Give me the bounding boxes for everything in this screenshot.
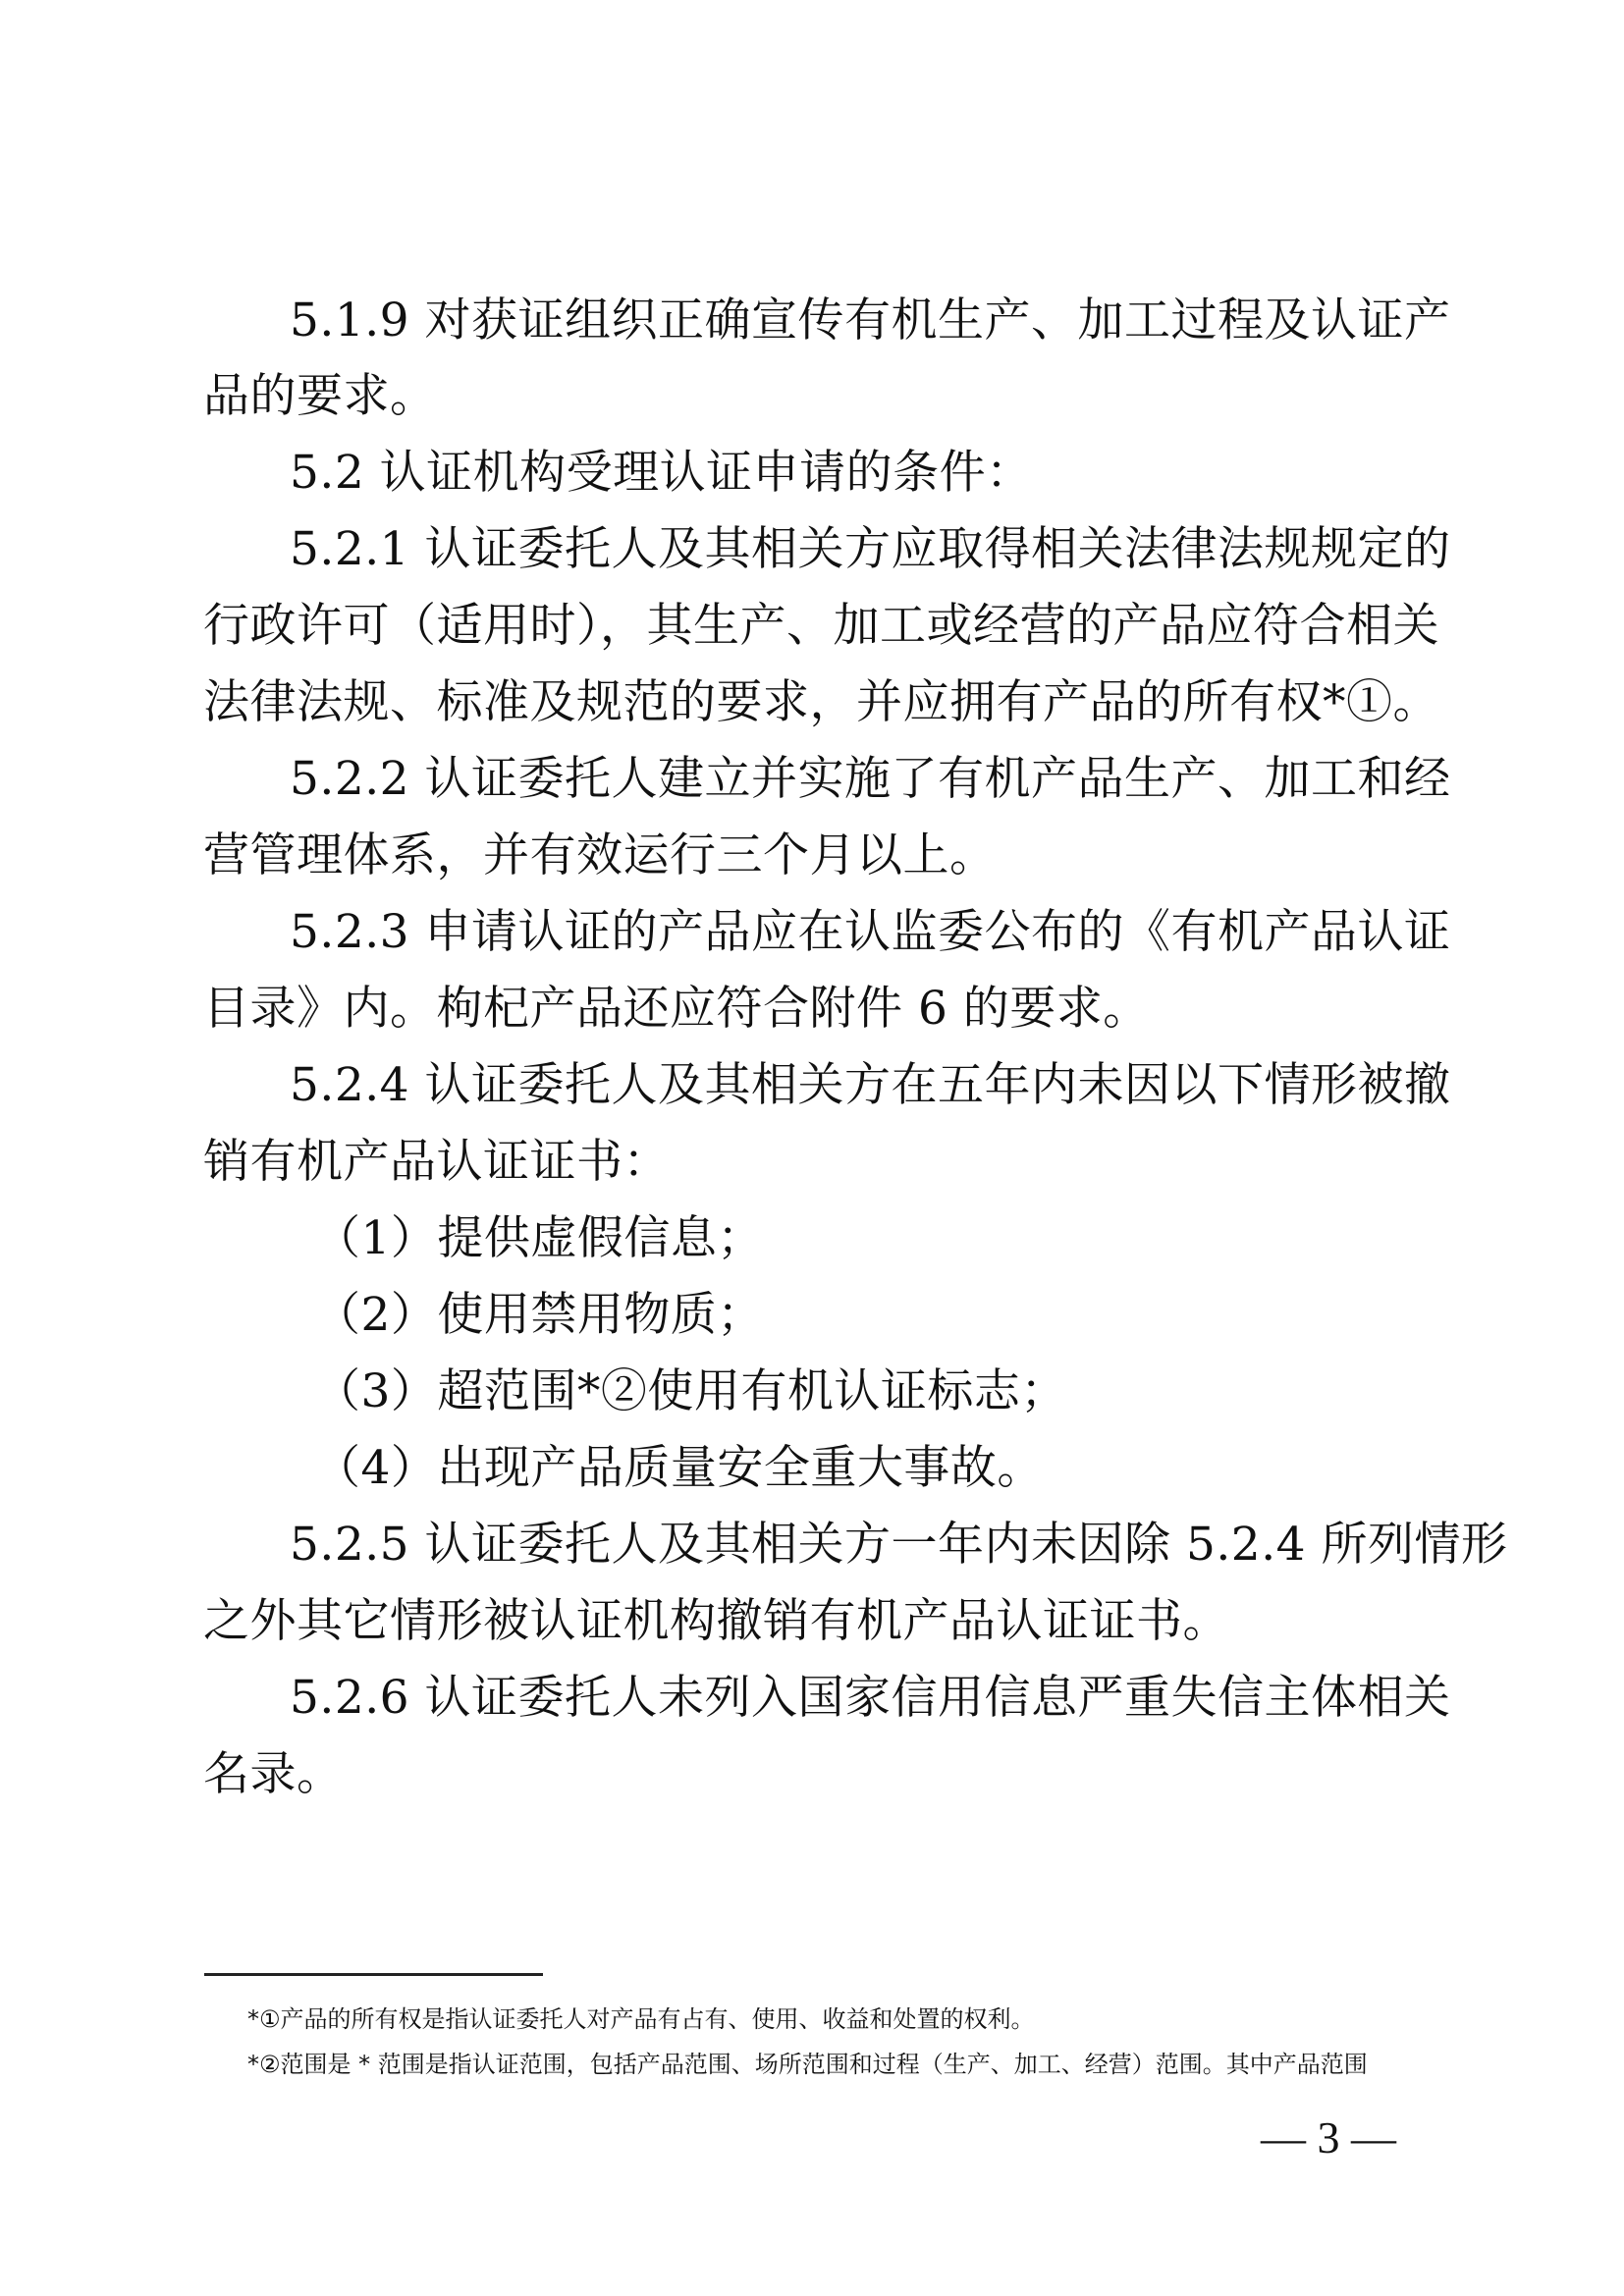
paragraph-5-2-1-line-3: 法律法规、标准及规范的要求，并应拥有产品的所有权*①。 [203, 675, 1439, 729]
paragraph-5-2-1-line-2: 行政许可（适用时），其生产、加工或经营的产品应符合相关 [203, 599, 1439, 653]
list-item-1: （1）提供虚假信息； [314, 1211, 764, 1265]
paragraph-5-2-6-line-2: 名录。 [203, 1747, 344, 1801]
footnote-divider [204, 1973, 543, 1976]
paragraph-5-2-4-line-1: 5.2.4 认证委托人及其相关方在五年内未因以下情形被撤 [290, 1058, 1451, 1112]
page-number: — 3 — [1261, 2112, 1396, 2163]
paragraph-5-1-9-line-1: 5.1.9 对获证组织正确宣传有机生产、加工过程及认证产 [290, 294, 1451, 347]
paragraph-5-2-4-line-2: 销有机产品认证证书： [203, 1135, 670, 1189]
list-item-4: （4）出现产品质量安全重大事故。 [314, 1441, 1044, 1495]
paragraph-5-2-2-line-1: 5.2.2 认证委托人建立并实施了有机产品生产、加工和经 [290, 752, 1451, 806]
footnote-1: *①产品的所有权是指认证委托人对产品有占有、使用、收益和处置的权利。 [247, 2005, 1035, 2033]
list-item-3: （3）超范围*②使用有机认证标志； [314, 1364, 1067, 1418]
list-item-2: （2）使用禁用物质； [314, 1288, 764, 1342]
paragraph-5-2-1-line-1: 5.2.1 认证委托人及其相关方应取得相关法律法规规定的 [290, 522, 1451, 576]
footnote-2: *②范围是 * 范围是指认证范围，包括产品范围、场所范围和过程（生产、加工、经营）范围。其中产品范围 [247, 2051, 1368, 2078]
paragraph-5-2-6-line-1: 5.2.6 认证委托人未列入国家信用信息严重失信主体相关 [290, 1671, 1451, 1725]
paragraph-5-2-5-line-1: 5.2.5 认证委托人及其相关方一年内未因除 5.2.4 所列情形 [290, 1518, 1508, 1572]
paragraph-5-2-3-line-1: 5.2.3 申请认证的产品应在认监委公布的《有机产品认证 [290, 905, 1451, 959]
paragraph-5-2-5-line-2: 之外其它情形被认证机构撤销有机产品认证证书。 [203, 1594, 1229, 1648]
paragraph-5-1-9-line-2: 品的要求。 [203, 369, 437, 423]
paragraph-5-2-3-line-2: 目录》内。枸杞产品还应符合附件 6 的要求。 [203, 982, 1150, 1036]
section-5-2-heading: 5.2 认证机构受理认证申请的条件： [290, 446, 1033, 500]
paragraph-5-2-2-line-2: 营管理体系，并有效运行三个月以上。 [203, 828, 997, 882]
